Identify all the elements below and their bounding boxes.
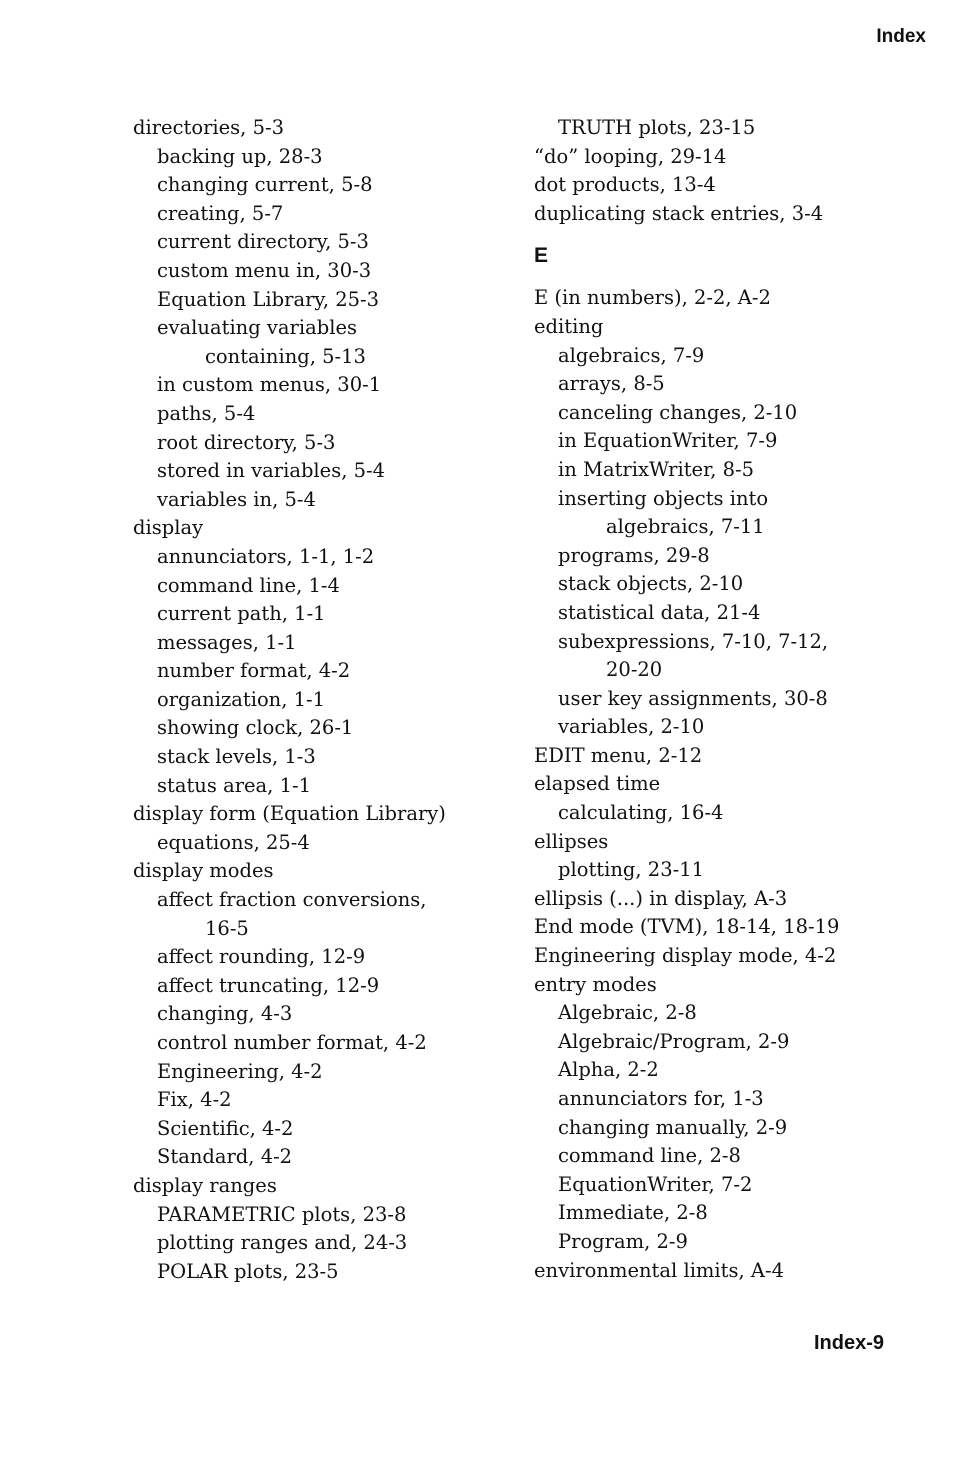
section-letter-heading: E: [534, 244, 549, 268]
index-subentry: algebraics, 7-9: [558, 343, 705, 367]
index-subentry: Standard, 4-2: [157, 1145, 293, 1169]
index-subentry: creating, 5-7: [157, 201, 284, 225]
index-subentry: canceling changes, 2-10: [558, 400, 798, 424]
index-subentry: calculating, 16-4: [558, 801, 724, 825]
index-entry: duplicating stack entries, 3-4: [534, 201, 824, 225]
index-subentry: inserting objects into: [558, 486, 769, 510]
index-subentry: affect truncating, 12-9: [157, 973, 380, 997]
index-subentry: plotting, 23-11: [558, 858, 705, 882]
index-column-right: [534, 114, 934, 1285]
index-subentry: number format, 4-2: [157, 659, 351, 683]
index-entry-continuation: 20-20: [606, 658, 663, 682]
index-subentry: annunciators, 1-1, 1-2: [157, 544, 375, 568]
running-header: Index: [876, 26, 926, 47]
index-subentry: variables in, 5-4: [157, 487, 316, 511]
index-entry: elapsed time: [534, 772, 661, 796]
index-subentry: command line, 2-8: [558, 1144, 741, 1168]
index-subentry: status area, 1-1: [157, 773, 311, 797]
index-subentry: EquationWriter, 7-2: [558, 1172, 753, 1196]
index-subentry: command line, 1-4: [157, 573, 340, 597]
index-subentry: root directory, 5-3: [157, 430, 336, 454]
index-entry-continuation: algebraics, 7-11: [606, 515, 765, 539]
index-entry: End mode (TVM), 18-14, 18-19: [534, 915, 840, 939]
index-subentry: subexpressions, 7-10, 7-12,: [558, 629, 829, 653]
index-entry: directories, 5-3: [133, 116, 284, 139]
index-column-left: [133, 114, 513, 1286]
index-subentry: in EquationWriter, 7-9: [558, 429, 778, 453]
index-subentry: Algebraic, 2-8: [558, 1001, 697, 1025]
index-subentry: backing up, 28-3: [157, 144, 323, 168]
index-subentry: stack levels, 1-3: [157, 745, 316, 769]
index-subentry: in MatrixWriter, 8-5: [558, 457, 755, 481]
index-entry-continuation: 16-5: [205, 916, 249, 940]
index-subentry: changing, 4-3: [157, 1002, 293, 1026]
index-subentry: Engineering, 4-2: [157, 1059, 323, 1083]
index-subentry: programs, 29-8: [558, 543, 710, 567]
index-entry: display form (Equation Library): [133, 802, 446, 826]
index-subentry: statistical data, 21-4: [558, 600, 761, 624]
index-entry: dot products, 13-4: [534, 173, 716, 197]
index-entry: display ranges: [133, 1173, 277, 1197]
index-subentry: arrays, 8-5: [558, 372, 665, 396]
index-entry: editing: [534, 314, 604, 338]
index-subentry: changing current, 5-8: [157, 173, 373, 197]
index-subentry: stack objects, 2-10: [558, 572, 744, 596]
index-subentry: POLAR plots, 23-5: [157, 1259, 339, 1283]
index-entry: ellipsis (...) in display, A-3: [534, 886, 788, 910]
index-entry: Engineering display mode, 4-2: [534, 944, 837, 968]
index-subentry: control number format, 4-2: [157, 1031, 427, 1054]
index-subentry: TRUTH plots, 23-15: [558, 116, 756, 139]
index-subentry: PARAMETRIC plots, 23-8: [157, 1202, 407, 1226]
index-entry-continuation: containing, 5-13: [205, 344, 366, 368]
right-entries-before-section: [534, 114, 934, 228]
index-entry: display: [133, 516, 204, 540]
index-subentry: paths, 5-4: [157, 401, 256, 425]
index-subentry: affect rounding, 12-9: [157, 945, 366, 969]
index-entry: entry modes: [534, 972, 657, 996]
index-subentry: Scientific, 4-2: [157, 1116, 294, 1140]
index-subentry: organization, 1-1: [157, 687, 326, 711]
index-subentry: plotting ranges and, 24-3: [157, 1231, 408, 1255]
index-subentry: in custom menus, 30-1: [157, 373, 382, 397]
index-subentry: current directory, 5-3: [157, 230, 369, 254]
index-subentry: Alpha, 2-2: [558, 1058, 659, 1082]
index-subentry: Algebraic/Program, 2-9: [558, 1029, 790, 1053]
page-number: Index-9: [813, 1332, 884, 1354]
index-subentry: Equation Library, 25-3: [157, 287, 380, 311]
index-subentry: custom menu in, 30-3: [157, 258, 372, 282]
index-subentry: showing clock, 26-1: [157, 716, 354, 740]
index-subentry: evaluating variables: [157, 316, 358, 340]
index-subentry: Program, 2-9: [558, 1229, 688, 1253]
index-subentry: Fix, 4-2: [157, 1088, 232, 1112]
index-subentry: user key assignments, 30-8: [558, 686, 828, 710]
index-subentry: changing manually, 2-9: [558, 1115, 788, 1139]
index-subentry: messages, 1-1: [157, 630, 297, 654]
index-entry: display modes: [133, 859, 274, 883]
index-subentry: Immediate, 2-8: [558, 1201, 708, 1225]
index-subentry: current path, 1-1: [157, 602, 326, 626]
index-subentry: stored in variables, 5-4: [157, 459, 386, 483]
index-subentry: equations, 25-4: [157, 830, 310, 854]
index-subentry: annunciators for, 1-3: [558, 1087, 764, 1110]
index-entry: environmental limits, A-4: [534, 1258, 784, 1282]
index-entry: E (in numbers), 2-2, A-2: [534, 286, 771, 310]
index-entry: ellipses: [534, 829, 609, 853]
right-entries-after-section: [534, 284, 934, 1285]
index-entry: EDIT menu, 2-12: [534, 743, 703, 767]
index-entry: “do” looping, 29-14: [534, 144, 727, 168]
index-subentry: affect fraction conversions,: [157, 888, 427, 912]
index-subentry: variables, 2-10: [558, 715, 705, 739]
